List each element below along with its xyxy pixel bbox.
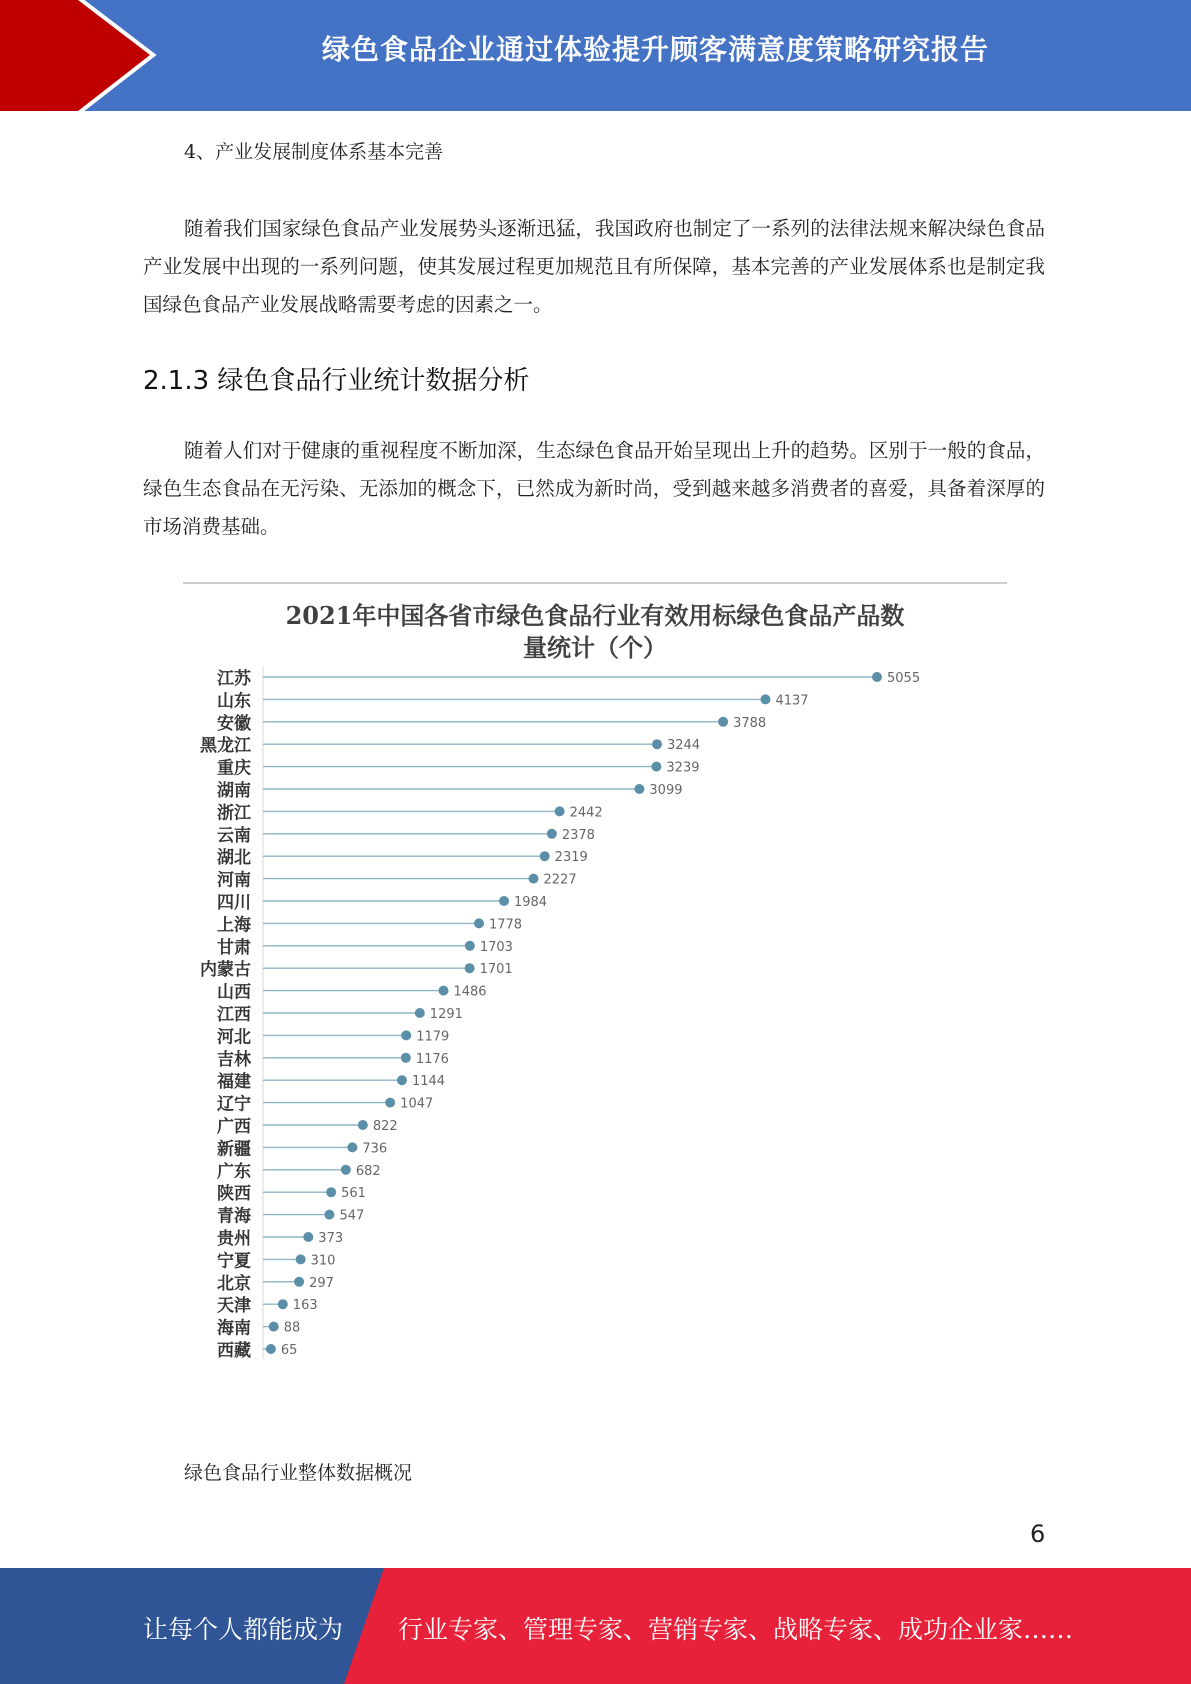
data-label: 163 [292, 1298, 318, 1314]
category-label: 四川 [217, 893, 251, 913]
lollipop-marker [760, 694, 770, 704]
category-label: 北京 [217, 1273, 251, 1294]
lollipop-marker [385, 1098, 395, 1108]
lollipop-marker [499, 896, 509, 906]
category-label: 新疆 [217, 1139, 251, 1160]
data-label: 561 [341, 1186, 366, 1202]
chart-caption: 绿色食品行业整体数据概况 [184, 1462, 413, 1484]
chart-title-line-1: 2021年中国各省市绿色食品行业有效用标绿色食品产品数 [285, 601, 905, 630]
footer-slogan-left: 让每个人都能成为 [143, 1615, 344, 1644]
lollipop-marker [651, 762, 661, 772]
lollipop-marker [326, 1187, 336, 1197]
category-label: 上海 [217, 915, 251, 936]
category-label: 西藏 [217, 1341, 251, 1361]
lollipop-marker [296, 1254, 306, 1264]
lollipop-marker [324, 1210, 334, 1220]
lollipop-marker [465, 963, 475, 973]
lollipop-marker [269, 1322, 279, 1332]
lollipop-marker [397, 1075, 407, 1085]
lollipop-marker [358, 1120, 368, 1130]
category-label: 安徽 [217, 713, 251, 734]
category-label: 福建 [217, 1072, 251, 1093]
lollipop-marker [465, 941, 475, 951]
data-label: 736 [362, 1141, 388, 1157]
lollipop-marker [872, 672, 882, 682]
lollipop-marker [652, 739, 662, 749]
paragraph-1: 随着我们国家绿色食品产业发展势头逐渐迅猛，我国政府也制定了一系列的法律法规来解决绿色食品产业发展中出现的一系列问题，使其发展过程更加规范且有所保障，基本完善的产业发展体系也是制定我国绿色食品产业发展战略需要考虑的因素之一。 [143, 217, 1045, 316]
data-label: 2378 [561, 827, 595, 843]
lollipop-marker [401, 1053, 411, 1063]
data-label: 547 [339, 1208, 365, 1224]
item-heading: 4、产业发展制度体系基本完善 [184, 141, 444, 163]
data-label: 682 [355, 1163, 381, 1179]
lollipop-marker [474, 918, 484, 928]
chart-title-line-2: 量统计（个） [523, 633, 667, 662]
data-label: 373 [318, 1231, 344, 1246]
lollipop-marker [718, 717, 728, 727]
data-label: 3099 [649, 783, 683, 798]
lollipop-marker [540, 851, 550, 861]
category-label: 山东 [217, 691, 251, 712]
section-title: 2.1.3 绿色食品行业统计数据分析 [143, 366, 530, 396]
category-label: 贵州 [217, 1229, 251, 1249]
data-label: 2227 [543, 872, 577, 888]
data-label: 1176 [415, 1051, 449, 1067]
lollipop-marker [529, 874, 539, 884]
category-label: 宁夏 [217, 1251, 251, 1272]
data-label: 2319 [554, 850, 588, 866]
data-label: 5055 [887, 671, 921, 686]
lollipop-marker [547, 829, 557, 839]
data-label: 2442 [569, 805, 603, 821]
data-label: 4137 [775, 693, 809, 709]
category-label: 湖北 [217, 848, 251, 869]
category-label: 广东 [217, 1161, 251, 1182]
data-label: 297 [309, 1275, 334, 1291]
data-label: 1047 [400, 1096, 434, 1112]
category-label: 辽宁 [217, 1094, 251, 1115]
category-label: 江苏 [217, 669, 251, 689]
data-label: 3239 [666, 760, 700, 776]
footer-slogan-right: 行业专家、管理专家、营销专家、战略专家、成功企业家…… [398, 1615, 1074, 1644]
data-label: 88 [283, 1320, 301, 1336]
data-label: 1778 [488, 917, 523, 933]
lollipop-marker [555, 806, 565, 816]
category-label: 河南 [217, 870, 251, 891]
data-label: 1703 [479, 939, 513, 955]
data-label: 1179 [416, 1029, 450, 1045]
data-label: 1144 [411, 1074, 446, 1090]
data-label: 1291 [429, 1007, 463, 1022]
data-label: 1984 [513, 895, 548, 910]
lollipop-marker [415, 1008, 425, 1018]
category-label: 吉林 [217, 1049, 251, 1070]
data-label: 1486 [453, 984, 487, 1000]
category-label: 河北 [217, 1027, 251, 1048]
lollipop-marker [278, 1299, 288, 1309]
data-label: 1701 [479, 962, 513, 978]
lollipop-marker [303, 1232, 313, 1242]
category-label: 黑龙江 [200, 736, 251, 757]
category-label: 甘肃 [217, 937, 251, 958]
category-label: 山西 [217, 982, 251, 1003]
data-label: 65 [280, 1343, 298, 1358]
chart-marks [200, 667, 920, 1361]
data-label: 310 [310, 1253, 336, 1269]
category-label: 陕西 [217, 1184, 251, 1205]
lollipop-marker [347, 1142, 357, 1152]
category-label: 海南 [217, 1318, 251, 1339]
lollipop-marker [266, 1344, 276, 1354]
category-label: 广西 [217, 1117, 251, 1137]
category-label: 内蒙古 [200, 960, 251, 981]
category-label: 浙江 [217, 803, 251, 824]
page-number: 6 [1030, 1520, 1046, 1548]
data-label: 3244 [667, 738, 701, 754]
category-label: 青海 [217, 1206, 251, 1227]
lollipop-marker [634, 784, 644, 794]
chart-svg [183, 582, 1007, 1362]
category-label: 江西 [217, 1005, 251, 1025]
category-label: 云南 [217, 825, 251, 846]
paragraph-2: 随着人们对于健康的重视程度不断加深，生态绿色食品开始呈现出上升的趋势。区别于一般的食品，绿色生态食品在无污染、无添加的概念下，已然成为新时尚，受到越来越多消费者的喜爱，具备着深厚的市场消费基础。 [143, 439, 1045, 538]
lollipop-marker [294, 1277, 304, 1287]
report-title: 绿色食品企业通过体验提升顾客满意度策略研究报告 [321, 33, 989, 66]
lollipop-marker [438, 986, 448, 996]
province-product-chart [183, 582, 1007, 1362]
data-label: 822 [372, 1119, 398, 1134]
lollipop-marker [401, 1030, 411, 1040]
category-label: 湖南 [217, 781, 251, 801]
data-label: 3788 [733, 715, 767, 731]
page-footer [0, 1568, 1191, 1684]
category-label: 天津 [217, 1296, 251, 1317]
category-label: 重庆 [217, 758, 251, 779]
lollipop-marker [341, 1165, 351, 1175]
page-header [0, 0, 1191, 111]
